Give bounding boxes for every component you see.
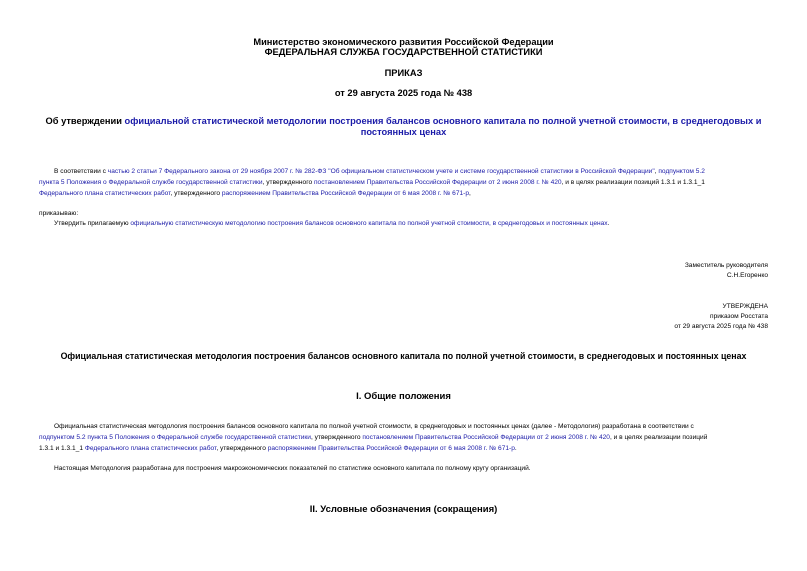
section1-p1-line1: Официальная статистическая методология построения балансов основного капитала по полной учетной стоимости, в среднегодовых и постоянных ценах (далее - Методология) разработана в соответствии с bbox=[54, 423, 694, 430]
s1-regulation-link[interactable]: подпунктом 5.2 пункта 5 Положения о Федеральной службе государственной статистики bbox=[39, 434, 311, 441]
title-link[interactable]: официальной статистической методологии построения балансов основного капитала по полной учетной стоимости, в среднегодовых и bbox=[124, 116, 762, 126]
s1-decree-link[interactable]: распоряжением Правительства Российской Федерации от 6 мая 2008 г. № 671-р bbox=[267, 445, 515, 452]
plan-link[interactable]: Федерального плана статистических работ bbox=[39, 190, 171, 197]
doc-date-number: от 29 августа 2025 года № 438 bbox=[334, 88, 473, 98]
regulation-link[interactable]: пункта 5 Положения о Федеральной службе государственной статистики bbox=[39, 179, 263, 186]
order-label: приказываю: bbox=[39, 210, 79, 217]
section1-p1-line2: подпунктом 5.2 пункта 5 Положения о Федеральной службе государственной статистики, утвержденного постановлением Правительства Российской Федерации от 2 июня 2008 г. № 420, и в целях реализации позиций bbox=[39, 434, 708, 441]
doc-type: ПРИКАЗ bbox=[384, 68, 423, 78]
approval-line3: от 29 августа 2025 года № 438 bbox=[674, 323, 768, 330]
preamble-line2: пункта 5 Положения о Федеральной службе государственной статистики, утвержденного постановлением Правительства Российской Федерации от 2 июня 2008 г. № 420, и в целях реализации позиций 1.3.1 и 1.3.1_1 bbox=[39, 179, 705, 186]
title-link-line2[interactable]: постоянных ценах bbox=[360, 127, 447, 137]
section1-heading: I. Общие положения bbox=[356, 391, 451, 402]
approval-line2: приказом Росстата bbox=[710, 313, 768, 320]
section1-p2: Настоящая Методология разработана для построения макроэкономических показателей по статистике основного капитала по полному кругу организаций. bbox=[54, 465, 531, 472]
methodology-title: Официальная статистическая методология построения балансов основного капитала по полной учетной стоимости, в среднегодовых и постоянных ценах bbox=[60, 351, 747, 361]
section2-heading: II. Условные обозначения (сокращения) bbox=[309, 504, 498, 515]
signature-name: С.Н.Егоренко bbox=[726, 272, 768, 279]
resolution-link[interactable]: постановлением Правительства Российской Федерации от 2 июня 2008 г. № 420 bbox=[313, 179, 562, 186]
s1-resolution-link[interactable]: постановлением Правительства Российской Федерации от 2 июня 2008 г. № 420 bbox=[362, 434, 610, 441]
federal-law-link[interactable]: частью 2 статьи 7 Федерального закона от 29 ноября 2007 г. № 282-ФЗ "Об официальном статистическом учете и системе государственной статистики в Российской Федерации" bbox=[107, 168, 655, 175]
service-name: ФЕДЕРАЛЬНАЯ СЛУЖБА ГОСУДАРСТВЕННОЙ СТАТИСТИКИ bbox=[264, 47, 543, 57]
order-title-line2 bbox=[0, 127, 807, 137]
section1-p1-line3: 1.3.1 и 1.3.1_1 Федерального плана статистических работ, утвержденного распоряжением Правительства Российской Федерации от 6 мая 2008 г. № 671-р. bbox=[39, 445, 517, 452]
order-approve: Утвердить прилагаемую официальную статистическую методологию построения балансов основного капитала по полной учетной стоимости, в среднегодовых и постоянных ценах. bbox=[54, 220, 610, 227]
subclause-link[interactable]: подпунктом 5.2 bbox=[658, 168, 705, 175]
decree-link[interactable]: распоряжением Правительства Российской Федерации от 6 мая 2008 г. № 671-р bbox=[221, 190, 470, 197]
title-prefix: Об утверждении bbox=[45, 116, 125, 126]
order-title bbox=[0, 116, 807, 126]
methodology-link[interactable]: официальную статистическую методологию построения балансов основного капитала по полной учетной стоимости, в среднегодовых и постоянных ценах bbox=[130, 220, 608, 227]
ministry-name: Министерство экономического развития Российской Федерации bbox=[253, 37, 554, 47]
preamble-line1: В соответствии с частью 2 статьи 7 Федерального закона от 29 ноября 2007 г. № 282-ФЗ "Об официальном статистическом учете и системе государственной статистики в Российской Федерации", подпунктом 5.2 bbox=[54, 168, 705, 175]
preamble-line3: Федерального плана статистических работ, утвержденного распоряжением Правительства Российской Федерации от 6 мая 2008 г. № 671-р, bbox=[39, 190, 471, 197]
approval-line1: УТВЕРЖДЕНА bbox=[722, 303, 768, 310]
s1-plan-link[interactable]: Федерального плана статистических работ bbox=[84, 445, 217, 452]
signature-position: Заместитель руководителя bbox=[684, 262, 768, 269]
